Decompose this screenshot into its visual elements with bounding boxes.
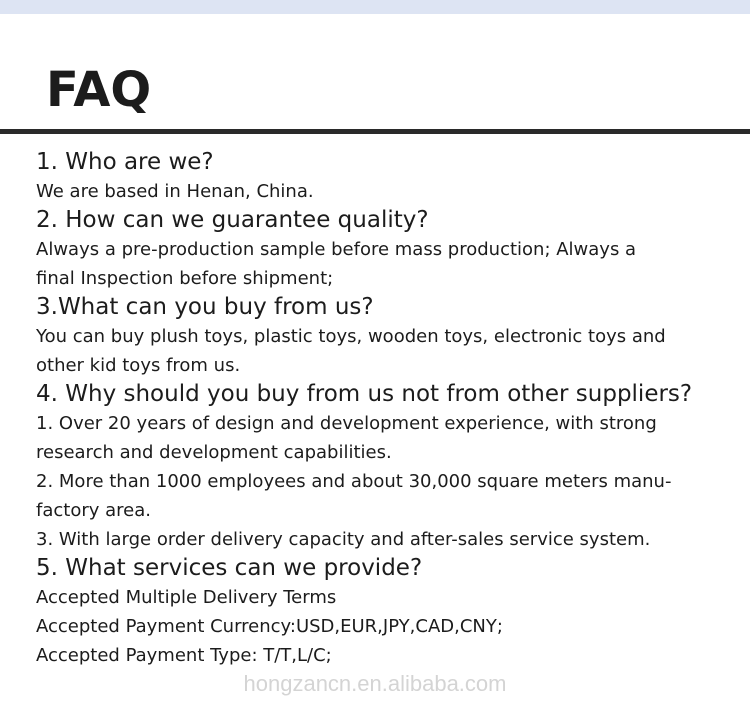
faq-answer-2-line-1: Always a pre-production sample before mass production; Always a: [36, 239, 637, 260]
top-banner-strip: [0, 0, 750, 14]
faq-answer-3-line-2: other kid toys from us.: [36, 355, 241, 376]
faq-question-5: 5. What services can we provide?: [36, 555, 423, 581]
title-divider: [0, 129, 750, 134]
faq-answer-4-line-2: research and development capabilities.: [36, 442, 392, 463]
faq-answer-4-line-3: 2. More than 1000 employees and about 30,000 square meters manu-: [36, 471, 672, 492]
faq-question-1: 1. Who are we?: [36, 149, 214, 175]
faq-answer-2-line-2: final Inspection before shipment;: [36, 268, 334, 289]
faq-answer-4-line-1: 1. Over 20 years of design and development experience, with strong: [36, 413, 657, 434]
faq-answer-5-line-3: Accepted Payment Type: T/T,L/C;: [36, 645, 332, 666]
page-title: FAQ: [46, 62, 152, 118]
faq-list: [36, 148, 736, 670]
faq-answer-4-line-5: 3. With large order delivery capacity and after-sales service system.: [36, 529, 651, 550]
faq-answer-3-line-1: You can buy plush toys, plastic toys, wooden toys, electronic toys and: [36, 326, 666, 347]
faq-answer-4-line-4: factory area.: [36, 500, 151, 521]
watermark-text: hongzancn.en.alibaba.com: [243, 671, 507, 696]
faq-question-2: 2. How can we guarantee quality?: [36, 207, 429, 233]
faq-answer-1-line-1: We are based in Henan, China.: [36, 181, 314, 202]
faq-answer-5-line-1: Accepted Multiple Delivery Terms: [36, 587, 337, 608]
faq-answer-5-line-2: Accepted Payment Currency:USD,EUR,JPY,CAD,CNY;: [36, 616, 503, 637]
faq-question-4: 4. Why should you buy from us not from other suppliers?: [36, 381, 693, 407]
faq-question-3: 3.What can you buy from us?: [36, 294, 374, 320]
